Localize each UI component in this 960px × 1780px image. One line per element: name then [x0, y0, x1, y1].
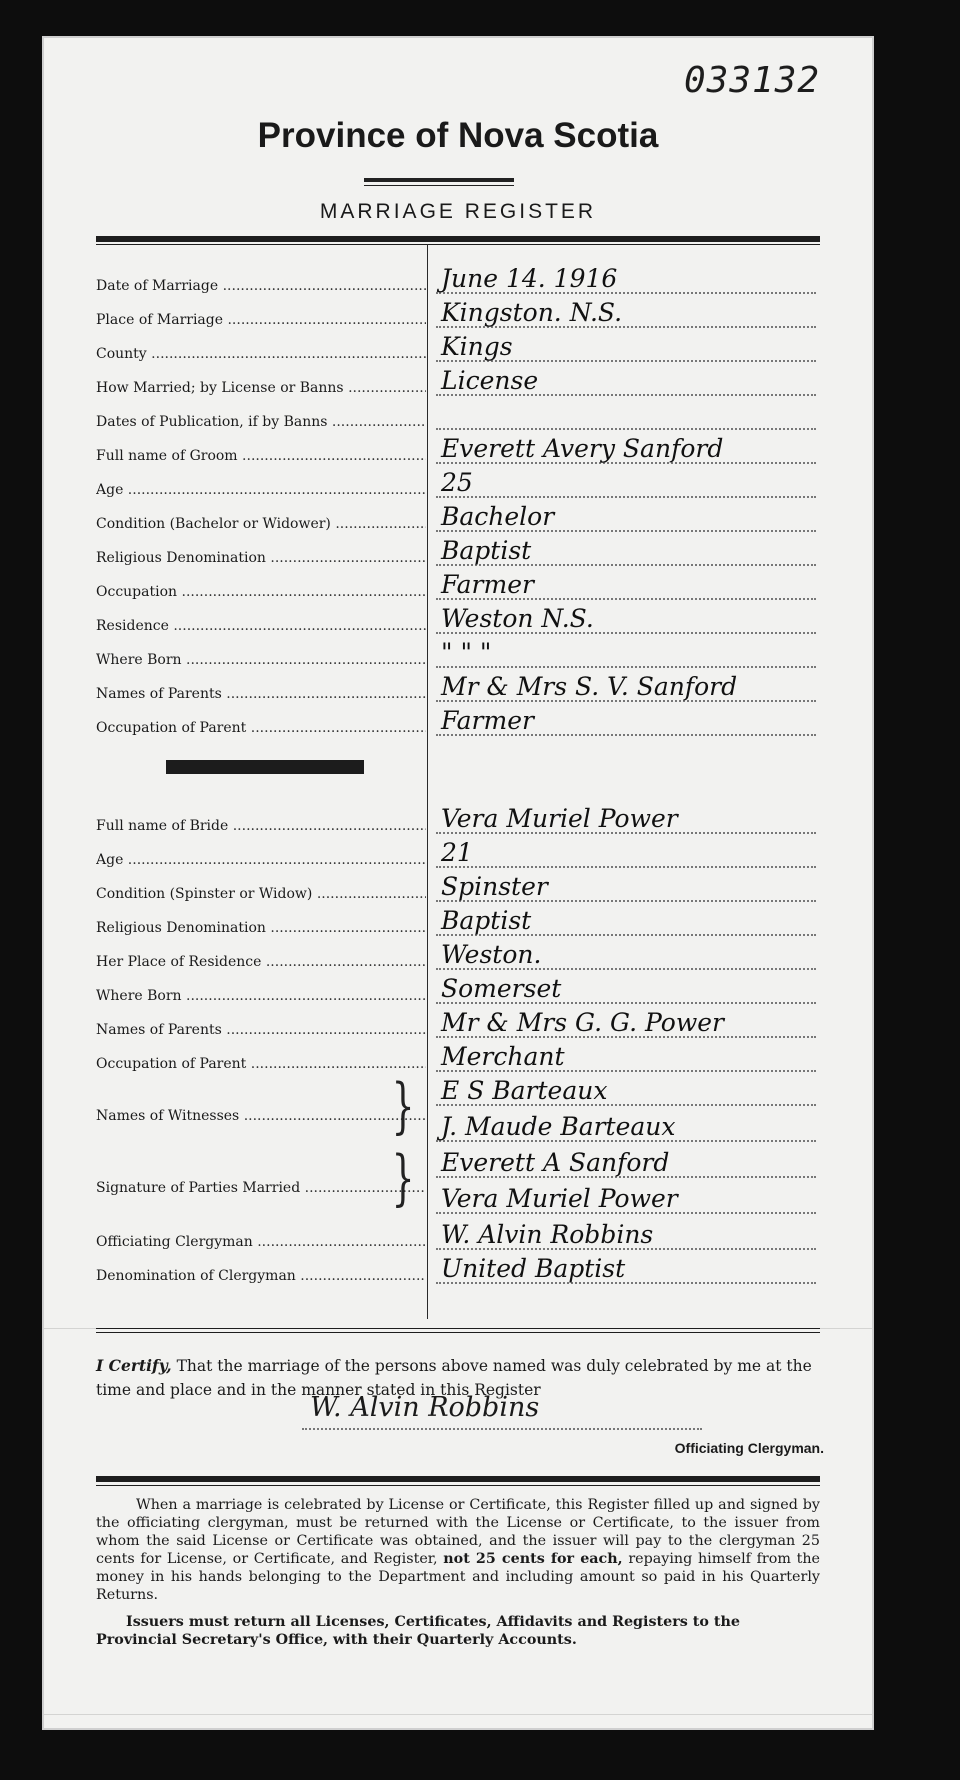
- bride-section-bar: [166, 760, 364, 774]
- field-label: Condition (Bachelor or Widower) .....: [96, 516, 426, 532]
- notice-rule: [96, 1485, 820, 1486]
- field-value: Kingston. N.S.: [441, 298, 623, 327]
- field-label: Full name of Groom .....: [96, 448, 426, 464]
- field-label: Her Place of Residence .....: [96, 954, 426, 970]
- fold-line: [44, 1714, 872, 1715]
- notice-rule: [96, 1476, 820, 1482]
- field-value: Vera Muriel Power: [441, 804, 678, 833]
- field-value: Farmer: [441, 706, 534, 735]
- field-label: Religious Denomination .....: [96, 550, 426, 566]
- header-rule: [96, 236, 820, 242]
- field-label: Date of Marriage .....: [96, 278, 426, 294]
- field-row: [96, 604, 816, 638]
- notice-emphasis: not 25 cents for each,: [443, 1551, 623, 1567]
- field-row: [96, 974, 816, 1008]
- field-value: Baptist: [441, 906, 532, 935]
- field-label: Names of Witnesses .....: [96, 1108, 426, 1124]
- field-label: Age .....: [96, 482, 426, 498]
- witness-row: [96, 1112, 816, 1146]
- fill-line: [436, 866, 816, 868]
- clergyman-signature: W. Alvin Robbins: [310, 1392, 540, 1423]
- field-value: Mr & Mrs S. V. Sanford: [441, 672, 738, 701]
- field-label: Occupation of Parent .....: [96, 1056, 426, 1072]
- party-row: [96, 1184, 816, 1218]
- field-label: Denomination of Clergyman .....: [96, 1268, 426, 1284]
- bracket-icon: }: [391, 1143, 415, 1213]
- fill-line: [436, 666, 816, 668]
- field-row: [96, 638, 816, 672]
- field-value: Merchant: [441, 1042, 565, 1071]
- field-label: Signature of Parties Married .....: [96, 1180, 426, 1196]
- field-row: [96, 1220, 816, 1254]
- field-row: [96, 1008, 816, 1042]
- field-value: Bachelor: [441, 502, 555, 531]
- party-signature: Vera Muriel Power: [441, 1184, 678, 1213]
- field-row: [96, 872, 816, 906]
- document-number: 033132: [684, 60, 821, 101]
- title-divider: [364, 178, 514, 182]
- field-label: Where Born .....: [96, 652, 426, 668]
- issuers-note: Issuers must return all Licenses, Certificates, Affidavits and Registers to the Provincial Secretary's Office, with their Quarterly Accounts.: [96, 1614, 741, 1648]
- field-label: Religious Denomination .....: [96, 920, 426, 936]
- instructions-notice: [96, 1496, 820, 1604]
- title-divider: [364, 185, 514, 186]
- field-row: [96, 906, 816, 940]
- fill-line: [436, 496, 816, 498]
- field-row: [96, 502, 816, 536]
- notice-text: When a marriage is celebrated by License or Certificate, this Register filled up and signed by the officiating clergyman, must be returned with the License or Certificate, to the issuer from whom the said License or Certificate was obtained, and the issuer will pay to the clergyman 25 cents for License, or Certificate, and Register,: [96, 1497, 820, 1567]
- notice-text: repaying himself from the money in his hands belonging to the Department and including amount so paid in his Quarterly Returns.: [96, 1551, 821, 1603]
- certify-lead: I Certify,: [96, 1356, 172, 1375]
- field-row: [96, 940, 816, 974]
- field-label: Age .....: [96, 852, 426, 868]
- field-row: [96, 468, 816, 502]
- field-value: Weston.: [441, 940, 542, 969]
- field-label: How Married; by License or Banns .....: [96, 380, 426, 396]
- page-subtitle: MARRIAGE REGISTER: [319, 200, 597, 223]
- field-value: Mr & Mrs G. G. Power: [441, 1008, 724, 1037]
- field-label: Names of Parents .....: [96, 1022, 426, 1038]
- field-value: Somerset: [441, 974, 562, 1003]
- field-label: County .....: [96, 346, 426, 362]
- field-row: [96, 1254, 816, 1288]
- field-value: W. Alvin Robbins: [441, 1220, 654, 1249]
- field-row: [96, 1042, 816, 1076]
- field-label: Officiating Clergyman .....: [96, 1234, 426, 1250]
- witness-signature: E S Barteaux: [441, 1076, 608, 1105]
- fill-line: [436, 428, 816, 430]
- field-label: Occupation .....: [96, 584, 426, 600]
- field-row: [96, 366, 816, 400]
- field-row: [96, 298, 816, 332]
- field-row: [96, 672, 816, 706]
- field-value: Spinster: [441, 872, 548, 901]
- field-row: [96, 332, 816, 366]
- field-label: Dates of Publication, if by Banns .....: [96, 414, 426, 430]
- field-label: Condition (Spinster or Widow) .....: [96, 886, 426, 902]
- field-row: [96, 706, 816, 740]
- field-row: [96, 536, 816, 570]
- section-rule: [96, 1332, 820, 1333]
- field-label: Place of Marriage .....: [96, 312, 426, 328]
- page-title: Province of Nova Scotia: [257, 116, 659, 155]
- field-row: [96, 804, 816, 838]
- field-value: Kings: [441, 332, 513, 361]
- field-label: Occupation of Parent .....: [96, 720, 426, 736]
- field-value: Weston N.S.: [441, 604, 594, 633]
- field-label: Full name of Bride .....: [96, 818, 426, 834]
- field-label: Residence .....: [96, 618, 426, 634]
- field-value: Farmer: [441, 570, 534, 599]
- header-rule: [96, 244, 820, 245]
- field-label: Where Born .....: [96, 988, 426, 1004]
- field-label: Names of Parents .....: [96, 686, 426, 702]
- field-value: 21: [441, 838, 473, 867]
- field-value: License: [441, 366, 539, 395]
- party-signature: Everett A Sanford: [441, 1148, 670, 1177]
- field-value: " " ": [441, 638, 492, 667]
- field-row: [96, 404, 816, 434]
- field-row: [96, 838, 816, 872]
- register-form: [44, 38, 872, 1728]
- section-rule: [96, 1328, 820, 1329]
- field-value: 25: [441, 468, 473, 497]
- field-value: Everett Avery Sanford: [441, 434, 724, 463]
- witness-signature: J. Maude Barteaux: [441, 1112, 676, 1141]
- field-value: June 14. 1916: [441, 264, 618, 293]
- field-row: [96, 570, 816, 604]
- bracket-icon: }: [391, 1071, 415, 1141]
- field-row: [96, 434, 816, 468]
- field-value: Baptist: [441, 536, 532, 565]
- field-value: United Baptist: [441, 1254, 626, 1283]
- certify-body: That the marriage of the persons above named was duly celebrated by me at the time and place and in the manner stated in this Register: [96, 1357, 812, 1399]
- signature-role: Officiating Clergyman.: [674, 1440, 824, 1456]
- field-row: [96, 264, 816, 298]
- signature-line: [302, 1428, 702, 1430]
